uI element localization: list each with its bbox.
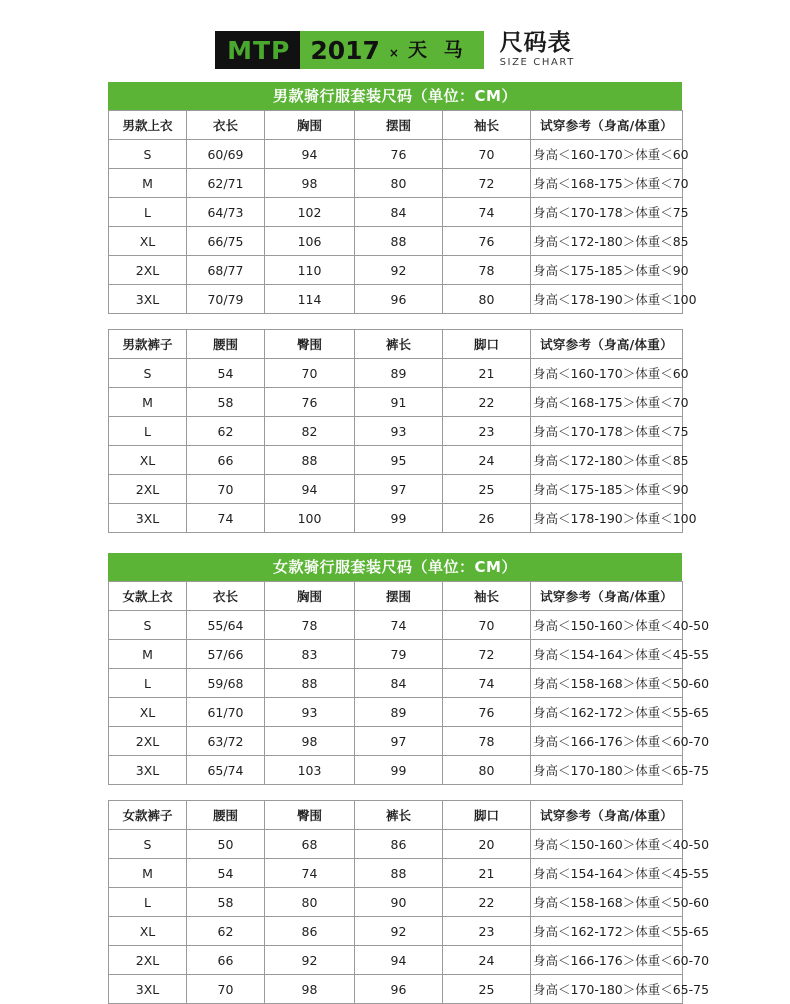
col-header-0: 女款裤子: [109, 801, 187, 830]
cell-value: 97: [355, 727, 443, 756]
cell-size: 2XL: [109, 475, 187, 504]
cell-value: 22: [443, 888, 531, 917]
cell-value: 94: [265, 140, 355, 169]
cell-value: 80: [443, 285, 531, 314]
cell-fit-note: 身高＜175-185＞体重＜90: [531, 475, 683, 504]
cell-value: 50: [187, 830, 265, 859]
cell-size: 3XL: [109, 504, 187, 533]
table-womens-pants: [108, 800, 710, 1004]
cell-fit-note: 身高＜166-176＞体重＜60-70: [531, 946, 683, 975]
cell-size: 2XL: [109, 256, 187, 285]
cell-size: 3XL: [109, 285, 187, 314]
page-title-group: [500, 31, 575, 68]
cell-value: 74: [187, 504, 265, 533]
table-row: [109, 417, 683, 446]
cell-value: 72: [443, 640, 531, 669]
table-header-row: [109, 111, 683, 140]
cell-size: L: [109, 669, 187, 698]
table-row: [109, 756, 683, 785]
table-row: [109, 975, 683, 1004]
col-header-5: 试穿参考（身高/体重）: [531, 330, 683, 359]
brand-badge: [215, 31, 300, 69]
cell-fit-note: 身高＜160-170＞体重＜60: [531, 359, 683, 388]
cell-value: 82: [265, 417, 355, 446]
page-title: 尺码表: [499, 30, 572, 57]
cell-value: 89: [355, 698, 443, 727]
logo-lockup: [215, 31, 575, 69]
cell-value: 70: [443, 140, 531, 169]
cell-value: 59/68: [187, 669, 265, 698]
cell-value: 84: [355, 669, 443, 698]
cell-size: 3XL: [109, 756, 187, 785]
cell-value: 74: [443, 669, 531, 698]
col-header-3: 裤长: [355, 801, 443, 830]
cell-size: XL: [109, 698, 187, 727]
logo-header: [0, 0, 790, 82]
cell-fit-note: 身高＜154-164＞体重＜45-55: [531, 640, 683, 669]
cell-value: 89: [355, 359, 443, 388]
table-row: [109, 140, 683, 169]
cell-fit-note: 身高＜150-160＞体重＜40-50: [531, 830, 683, 859]
table-row: [109, 256, 683, 285]
col-header-0: 男款上衣: [109, 111, 187, 140]
col-header-3: 摆围: [355, 111, 443, 140]
table-header-row: [109, 801, 683, 830]
table-header-row: [109, 582, 683, 611]
cell-value: 64/73: [187, 198, 265, 227]
cell-value: 66/75: [187, 227, 265, 256]
table-row: [109, 859, 683, 888]
table-row: [109, 475, 683, 504]
band-womens-set: 女款骑行服套装尺码（单位：CM）: [108, 553, 682, 581]
cell-value: 68/77: [187, 256, 265, 285]
cell-value: 25: [443, 975, 531, 1004]
cell-value: 95: [355, 446, 443, 475]
cell-value: 63/72: [187, 727, 265, 756]
cell-value: 78: [443, 256, 531, 285]
page-subtitle: SIZE CHART: [499, 56, 575, 68]
cell-value: 78: [265, 611, 355, 640]
cell-fit-note: 身高＜158-168＞体重＜50-60: [531, 669, 683, 698]
cell-fit-note: 身高＜154-164＞体重＜45-55: [531, 859, 683, 888]
cell-fit-note: 身高＜175-185＞体重＜90: [531, 256, 683, 285]
cell-fit-note: 身高＜162-172＞体重＜55-65: [531, 698, 683, 727]
size-tables-container: [0, 82, 790, 1004]
cell-size: M: [109, 388, 187, 417]
cell-size: XL: [109, 917, 187, 946]
cell-value: 68: [265, 830, 355, 859]
cell-value: 78: [443, 727, 531, 756]
cell-value: 88: [265, 446, 355, 475]
col-header-2: 胸围: [265, 111, 355, 140]
cell-value: 106: [265, 227, 355, 256]
cell-size: S: [109, 359, 187, 388]
cell-value: 76: [443, 698, 531, 727]
table-row: [109, 946, 683, 975]
cell-value: 88: [355, 227, 443, 256]
table-row: [109, 446, 683, 475]
cell-value: 57/66: [187, 640, 265, 669]
cell-value: 88: [265, 669, 355, 698]
cell-value: 24: [443, 946, 531, 975]
cell-fit-note: 身高＜178-190＞体重＜100: [531, 285, 683, 314]
cell-value: 96: [355, 975, 443, 1004]
cell-value: 60/69: [187, 140, 265, 169]
cell-size: 2XL: [109, 727, 187, 756]
col-header-4: 脚口: [443, 801, 531, 830]
col-header-3: 裤长: [355, 330, 443, 359]
table-row: [109, 169, 683, 198]
cell-value: 103: [265, 756, 355, 785]
table-row: [109, 698, 683, 727]
partner-name: 天 马: [407, 38, 468, 61]
cell-size: XL: [109, 446, 187, 475]
cell-value: 92: [355, 256, 443, 285]
cell-value: 58: [187, 388, 265, 417]
cell-value: 72: [443, 169, 531, 198]
band-mens-set: 男款骑行服套装尺码（单位：CM）: [108, 82, 682, 110]
cell-value: 55/64: [187, 611, 265, 640]
cell-size: S: [109, 830, 187, 859]
table-row: [109, 669, 683, 698]
cell-value: 62: [187, 917, 265, 946]
multiply-icon: ×: [388, 45, 399, 60]
cell-value: 70: [187, 475, 265, 504]
cell-value: 100: [265, 504, 355, 533]
cell-value: 76: [355, 140, 443, 169]
cell-value: 99: [355, 504, 443, 533]
cell-value: 94: [355, 946, 443, 975]
col-header-2: 胸围: [265, 582, 355, 611]
table-row: [109, 888, 683, 917]
cell-value: 84: [355, 198, 443, 227]
cell-value: 74: [265, 859, 355, 888]
cell-value: 61/70: [187, 698, 265, 727]
table-row: [109, 830, 683, 859]
cell-value: 93: [265, 698, 355, 727]
cell-value: 91: [355, 388, 443, 417]
table-header-row: [109, 330, 683, 359]
cell-size: 2XL: [109, 946, 187, 975]
cell-size: 3XL: [109, 975, 187, 1004]
cell-fit-note: 身高＜160-170＞体重＜60: [531, 140, 683, 169]
table-row: [109, 640, 683, 669]
campaign-badge: [300, 31, 483, 69]
cell-value: 93: [355, 417, 443, 446]
cell-fit-note: 身高＜178-190＞体重＜100: [531, 504, 683, 533]
cell-value: 74: [355, 611, 443, 640]
cell-value: 65/74: [187, 756, 265, 785]
cell-value: 86: [355, 830, 443, 859]
table-womens-jacket: [108, 581, 710, 785]
cell-fit-note: 身高＜172-180＞体重＜85: [531, 227, 683, 256]
cell-fit-note: 身高＜170-180＞体重＜65-75: [531, 756, 683, 785]
cell-value: 94: [265, 475, 355, 504]
cell-value: 70: [265, 359, 355, 388]
cell-value: 25: [443, 475, 531, 504]
cell-size: S: [109, 611, 187, 640]
cell-value: 90: [355, 888, 443, 917]
col-header-0: 男款裤子: [109, 330, 187, 359]
cell-fit-note: 身高＜172-180＞体重＜85: [531, 446, 683, 475]
col-header-5: 试穿参考（身高/体重）: [531, 111, 683, 140]
cell-value: 20: [443, 830, 531, 859]
cell-fit-note: 身高＜170-180＞体重＜65-75: [531, 975, 683, 1004]
size-block-mens-jacket: [108, 82, 697, 314]
col-header-5: 试穿参考（身高/体重）: [531, 582, 683, 611]
cell-value: 88: [355, 859, 443, 888]
cell-value: 70: [443, 611, 531, 640]
cell-fit-note: 身高＜168-175＞体重＜70: [531, 388, 683, 417]
cell-value: 26: [443, 504, 531, 533]
cell-value: 23: [443, 917, 531, 946]
col-header-1: 腰围: [187, 330, 265, 359]
table-row: [109, 611, 683, 640]
table-row: [109, 388, 683, 417]
cell-value: 99: [355, 756, 443, 785]
cell-value: 102: [265, 198, 355, 227]
cell-size: M: [109, 859, 187, 888]
cell-fit-note: 身高＜168-175＞体重＜70: [531, 169, 683, 198]
cell-value: 98: [265, 727, 355, 756]
cell-value: 80: [443, 756, 531, 785]
cell-value: 62/71: [187, 169, 265, 198]
cell-value: 66: [187, 946, 265, 975]
cell-value: 97: [355, 475, 443, 504]
cell-value: 54: [187, 359, 265, 388]
cell-value: 96: [355, 285, 443, 314]
size-block-mens-pants: [108, 329, 697, 533]
col-header-4: 袖长: [443, 582, 531, 611]
cell-fit-note: 身高＜170-178＞体重＜75: [531, 198, 683, 227]
table-row: [109, 504, 683, 533]
cell-size: L: [109, 417, 187, 446]
cell-value: 92: [265, 946, 355, 975]
cell-value: 70/79: [187, 285, 265, 314]
cell-value: 80: [355, 169, 443, 198]
cell-value: 98: [265, 169, 355, 198]
brand-name: MTP: [227, 35, 291, 65]
table-row: [109, 359, 683, 388]
cell-fit-note: 身高＜166-176＞体重＜60-70: [531, 727, 683, 756]
cell-value: 70: [187, 975, 265, 1004]
cell-value: 74: [443, 198, 531, 227]
cell-size: M: [109, 169, 187, 198]
cell-size: L: [109, 198, 187, 227]
cell-value: 92: [355, 917, 443, 946]
cell-value: 58: [187, 888, 265, 917]
cell-value: 76: [265, 388, 355, 417]
size-block-womens-pants: [108, 800, 710, 1004]
table-row: [109, 727, 683, 756]
col-header-1: 腰围: [187, 801, 265, 830]
cell-value: 114: [265, 285, 355, 314]
cell-size: XL: [109, 227, 187, 256]
cell-size: S: [109, 140, 187, 169]
cell-size: M: [109, 640, 187, 669]
cell-value: 98: [265, 975, 355, 1004]
cell-fit-note: 身高＜158-168＞体重＜50-60: [531, 888, 683, 917]
col-header-2: 臀围: [265, 330, 355, 359]
cell-value: 80: [265, 888, 355, 917]
cell-size: L: [109, 888, 187, 917]
cell-fit-note: 身高＜162-172＞体重＜55-65: [531, 917, 683, 946]
col-header-1: 衣长: [187, 111, 265, 140]
cell-value: 21: [443, 859, 531, 888]
col-header-0: 女款上衣: [109, 582, 187, 611]
size-block-womens-jacket: [108, 553, 710, 785]
col-header-4: 脚口: [443, 330, 531, 359]
cell-value: 21: [443, 359, 531, 388]
col-header-3: 摆围: [355, 582, 443, 611]
col-header-5: 试穿参考（身高/体重）: [531, 801, 683, 830]
cell-value: 54: [187, 859, 265, 888]
cell-value: 22: [443, 388, 531, 417]
table-row: [109, 198, 683, 227]
cell-value: 79: [355, 640, 443, 669]
col-header-4: 袖长: [443, 111, 531, 140]
table-mens-pants: [108, 329, 697, 533]
cell-value: 86: [265, 917, 355, 946]
table-mens-jacket: [108, 110, 697, 314]
cell-fit-note: 身高＜170-178＞体重＜75: [531, 417, 683, 446]
cell-fit-note: 身高＜150-160＞体重＜40-50: [531, 611, 683, 640]
cell-value: 83: [265, 640, 355, 669]
table-row: [109, 285, 683, 314]
cell-value: 24: [443, 446, 531, 475]
cell-value: 62: [187, 417, 265, 446]
campaign-year: 2017: [310, 35, 380, 65]
cell-value: 110: [265, 256, 355, 285]
cell-value: 76: [443, 227, 531, 256]
cell-value: 23: [443, 417, 531, 446]
table-row: [109, 917, 683, 946]
col-header-1: 衣长: [187, 582, 265, 611]
table-row: [109, 227, 683, 256]
cell-value: 66: [187, 446, 265, 475]
col-header-2: 臀围: [265, 801, 355, 830]
